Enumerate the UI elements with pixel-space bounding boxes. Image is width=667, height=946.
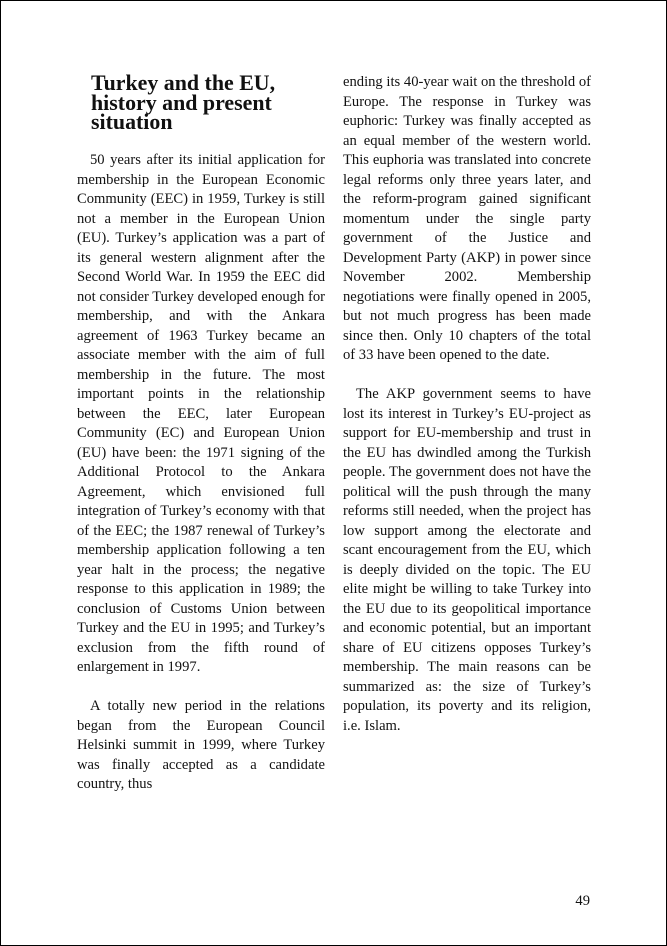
- paragraph-helsinki-continued: ending its 40-year wait on the threshold of Europe. The response in Turkey was euphoric: Turkey was finally accepted as an equal member of the western world. This euphoria was translated into concrete legal reforms only three years later, and the reform-program gained significant momentum under the single party government of the Justice and Development Party (AKP) in power since November 2002. Membership negotiations were finally opened in 2005, but not much progress has been made since then. Only 10 chapters of the total of 33 have been opened to the date.: [343, 74, 591, 363]
- paragraph-akp-government: The AKP government seems to have lost its interest in Turkey’s EU-project as support for EU-membership and trust in the EU has dwindled among the Turkish people. The government does not have the political will the push through the many reforms still needed, when the project has low support among the electorate and scant encouragement from the EU, which is deeply divided on the topic. The EU elite might be willing to take Turkey into the EU due to its geopolitical importance and economic potential, but an important share of EU citizens opposes Turkey’s membership. The main reasons can be summarized as: the size of Turkey’s population, its poverty and its religion, i.e. Islam.: [343, 386, 591, 734]
- page-number: 49: [575, 893, 590, 909]
- paragraph-helsinki: A totally new period in the relations began from the European Council Helsinki summit in 1999, where Turkey was finally accepted as a candidate country, thus: [77, 698, 325, 792]
- left-column: [77, 70, 325, 814]
- right-column: [343, 73, 591, 756]
- paragraph-history: 50 years after its initial application for membership in the European Economic Community (EEC) in 1959, Turkey is still not a member in the European Union (EU). Turkey’s application was a part of its general western alignment after the Second World War. In 1959 the EEC did not consider Turkey developed enough for membership, and with the Ankara agreement of 1963 Turkey became an associate member with the aim of full membership in the future. The most important points in the relationship between the EEC, later European Community (EC) and European Union (EU) have been: the 1971 signing of the Additional Protocol to the Ankara Agreement, which envisioned full integration of Turkey’s economy with that of the EEC; the 1987 renewal of Turkey’s membership application following a ten year halt in the process; the negative response to this application in 1989; the conclusion of Customs Union between Turkey and the EU in 1995; and Turkey’s exclusion from the fifth round of enlargement in 1997.: [77, 152, 325, 675]
- section-heading: Turkey and the EU, history and present situation: [91, 70, 276, 134]
